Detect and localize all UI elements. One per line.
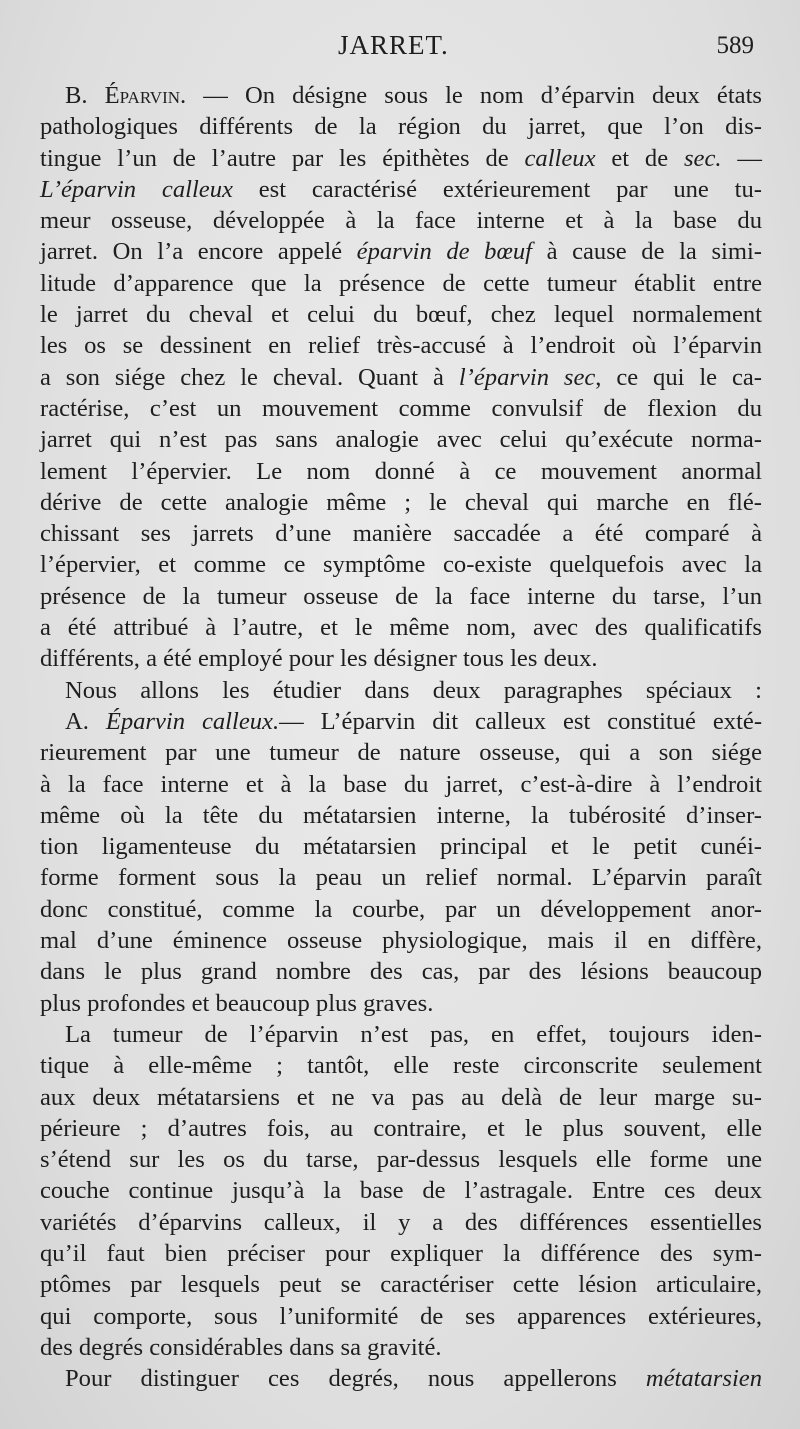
text-line <box>40 894 762 925</box>
text-run: aux deux métatarsiens et ne va pas au delà de leur marge su- <box>40 1083 762 1111</box>
text-line <box>40 205 762 236</box>
text-run: dérive de cette analogie même ; le cheval qui marche en flé- <box>40 488 762 516</box>
running-header <box>0 28 800 68</box>
text-line <box>40 1238 762 1269</box>
text-run: s’étend sur les os du tarse, par-dessus lesquels elle forme une <box>40 1146 762 1174</box>
running-title: JARRET. <box>338 30 449 60</box>
text-line <box>40 1019 762 1050</box>
text-run: donc constitué, comme la courbe, par un développement anor- <box>40 895 762 923</box>
text-line <box>40 800 762 831</box>
text-run: jarret. On l’a encore appelé <box>40 238 357 266</box>
text-line <box>40 862 762 893</box>
text-run: , ce qui le ca- <box>595 363 762 391</box>
text-run: les os se dessinent en relief très-accusé à l’endroit où l’éparvin <box>40 332 762 360</box>
text-line <box>40 1301 762 1332</box>
text-line <box>40 675 762 706</box>
text-run: à la face interne et à la base du jarret, c’est-à-dire à l’endroit <box>40 770 762 798</box>
text-run: pathologiques différents de la région du jarret, que l’on dis- <box>40 113 762 141</box>
text-line <box>40 1050 762 1081</box>
text-run: a été attribué à l’autre, et le même nom, avec des qualificatifs <box>40 614 762 642</box>
text-run: a son siége chez le cheval. Quant à <box>40 363 459 391</box>
italic-run: métatarsien <box>645 1365 762 1393</box>
text-run: rieurement par une tumeur de nature osseuse, qui a son siége <box>40 739 762 767</box>
text-run: A. <box>65 707 106 735</box>
text-run: tion ligamenteuse du métatarsien principal et le petit cunéi- <box>40 833 762 861</box>
text-run: à cause de la simi- <box>532 238 762 266</box>
text-line <box>40 487 762 518</box>
text-line <box>40 1332 762 1363</box>
text-run: litude d’apparence que la présence de cette tumeur établit entre <box>40 269 762 297</box>
text-run: tingue l’un de l’autre par les épithètes de <box>40 144 525 172</box>
italic-run: l’éparvin sec <box>458 363 596 391</box>
italic-run: sec. <box>683 144 722 172</box>
italic-run: éparvin de bœuf <box>356 238 533 266</box>
text-run: qu’il faut bien préciser pour expliquer la différence des sym- <box>40 1239 762 1267</box>
text-line <box>40 1207 762 1238</box>
text-run: plus profondes et beaucoup plus graves. <box>40 989 434 1017</box>
text-line <box>40 769 762 800</box>
text-line <box>40 456 762 487</box>
text-run: l’épervier, et comme ce symptôme co-existe quelquefois avec la <box>40 551 762 579</box>
text-run: chissant ses jarrets d’une manière saccadée a été comparé à <box>40 520 762 548</box>
italic-run: Éparvin calleux. <box>105 707 280 735</box>
text-run: même où la tête du métatarsien interne, la tubérosité d’inser- <box>40 801 762 829</box>
text-run: des degrés considérables dans sa gravité. <box>40 1333 442 1361</box>
text-line <box>40 706 762 737</box>
text-line <box>40 330 762 361</box>
italic-run: L’éparvin calleux <box>40 175 233 203</box>
italic-run: calleux <box>524 144 596 172</box>
text-line <box>40 1113 762 1144</box>
text-line <box>40 362 762 393</box>
text-run: — <box>721 144 762 172</box>
text-line <box>40 612 762 643</box>
text-line <box>40 1144 762 1175</box>
text-run: mal d’une éminence osseuse physiologique, mais il en diffère, <box>40 927 762 955</box>
text-run: jarret qui n’est pas sans analogie avec celui qu’exécute norma- <box>40 426 762 454</box>
text-line <box>40 737 762 768</box>
text-run: présence de la tumeur osseuse de la face interne du tarse, l’un <box>40 582 762 610</box>
text-run: lement l’épervier. Le nom donné à ce mouvement anormal <box>40 457 762 485</box>
text-run: et de <box>595 144 684 172</box>
text-run: couche continue jusqu’à la base de l’astragale. Entre ces deux <box>40 1177 762 1205</box>
text-line <box>40 1363 762 1394</box>
text-line <box>40 393 762 424</box>
text-run: qui comporte, sous l’uniformité de ses apparences extérieures, <box>40 1302 762 1330</box>
text-run: tique à elle-même ; tantôt, elle reste circonscrite seulement <box>40 1052 762 1080</box>
text-line <box>40 988 762 1019</box>
text-run: forme forment sous la peau un relief normal. L’éparvin paraît <box>40 864 762 892</box>
text-line <box>40 1082 762 1113</box>
text-run: périeure ; d’autres fois, au contraire, et le plus souvent, elle <box>40 1114 762 1142</box>
text-line <box>40 549 762 580</box>
text-run: meur osseuse, développée à la face interne et à la base du <box>40 207 762 235</box>
text-run: Pour distinguer ces degrés, nous appellerons <box>65 1365 646 1393</box>
text-run: Nous allons les étudier dans deux paragraphes spéciaux : <box>65 676 762 704</box>
text-line <box>40 111 762 142</box>
text-line <box>40 236 762 267</box>
text-run: — On désigne sous le nom d’éparvin deux états <box>186 82 762 109</box>
text-run: variétés d’éparvins calleux, il y a des différences essentielles <box>40 1208 762 1236</box>
text-run: — L’éparvin dit calleux est constitué exté- <box>279 707 763 735</box>
text-line <box>40 643 762 674</box>
text-line <box>40 925 762 956</box>
text-run: Éparvin. <box>104 82 187 109</box>
text-run: est caractérisé extérieurement par une tu- <box>232 175 762 203</box>
text-run: B. <box>65 82 105 109</box>
text-line <box>40 299 762 330</box>
text-line <box>40 956 762 987</box>
page-number: 589 <box>716 32 754 59</box>
text-line <box>40 268 762 299</box>
text-line <box>40 424 762 455</box>
text-run: dans le plus grand nombre des cas, par des lésions beaucoup <box>40 958 762 986</box>
text-line <box>40 581 762 612</box>
text-run: le jarret du cheval et celui du bœuf, chez lequel normalement <box>40 301 762 329</box>
text-line <box>40 831 762 862</box>
text-run: La tumeur de l’éparvin n’est pas, en effet, toujours iden- <box>65 1020 762 1048</box>
text-line <box>40 174 762 205</box>
text-run: ptômes par lesquels peut se caractériser cette lésion articulaire, <box>40 1271 762 1299</box>
text-line <box>40 80 762 111</box>
text-line <box>40 1175 762 1206</box>
text-line <box>40 143 762 174</box>
body-text <box>40 80 762 1394</box>
text-run: ractérise, c’est un mouvement comme convulsif de flexion du <box>40 394 762 422</box>
text-run: différents, a été employé pour les désigner tous les deux. <box>40 645 598 673</box>
text-line <box>40 1269 762 1300</box>
text-line <box>40 518 762 549</box>
